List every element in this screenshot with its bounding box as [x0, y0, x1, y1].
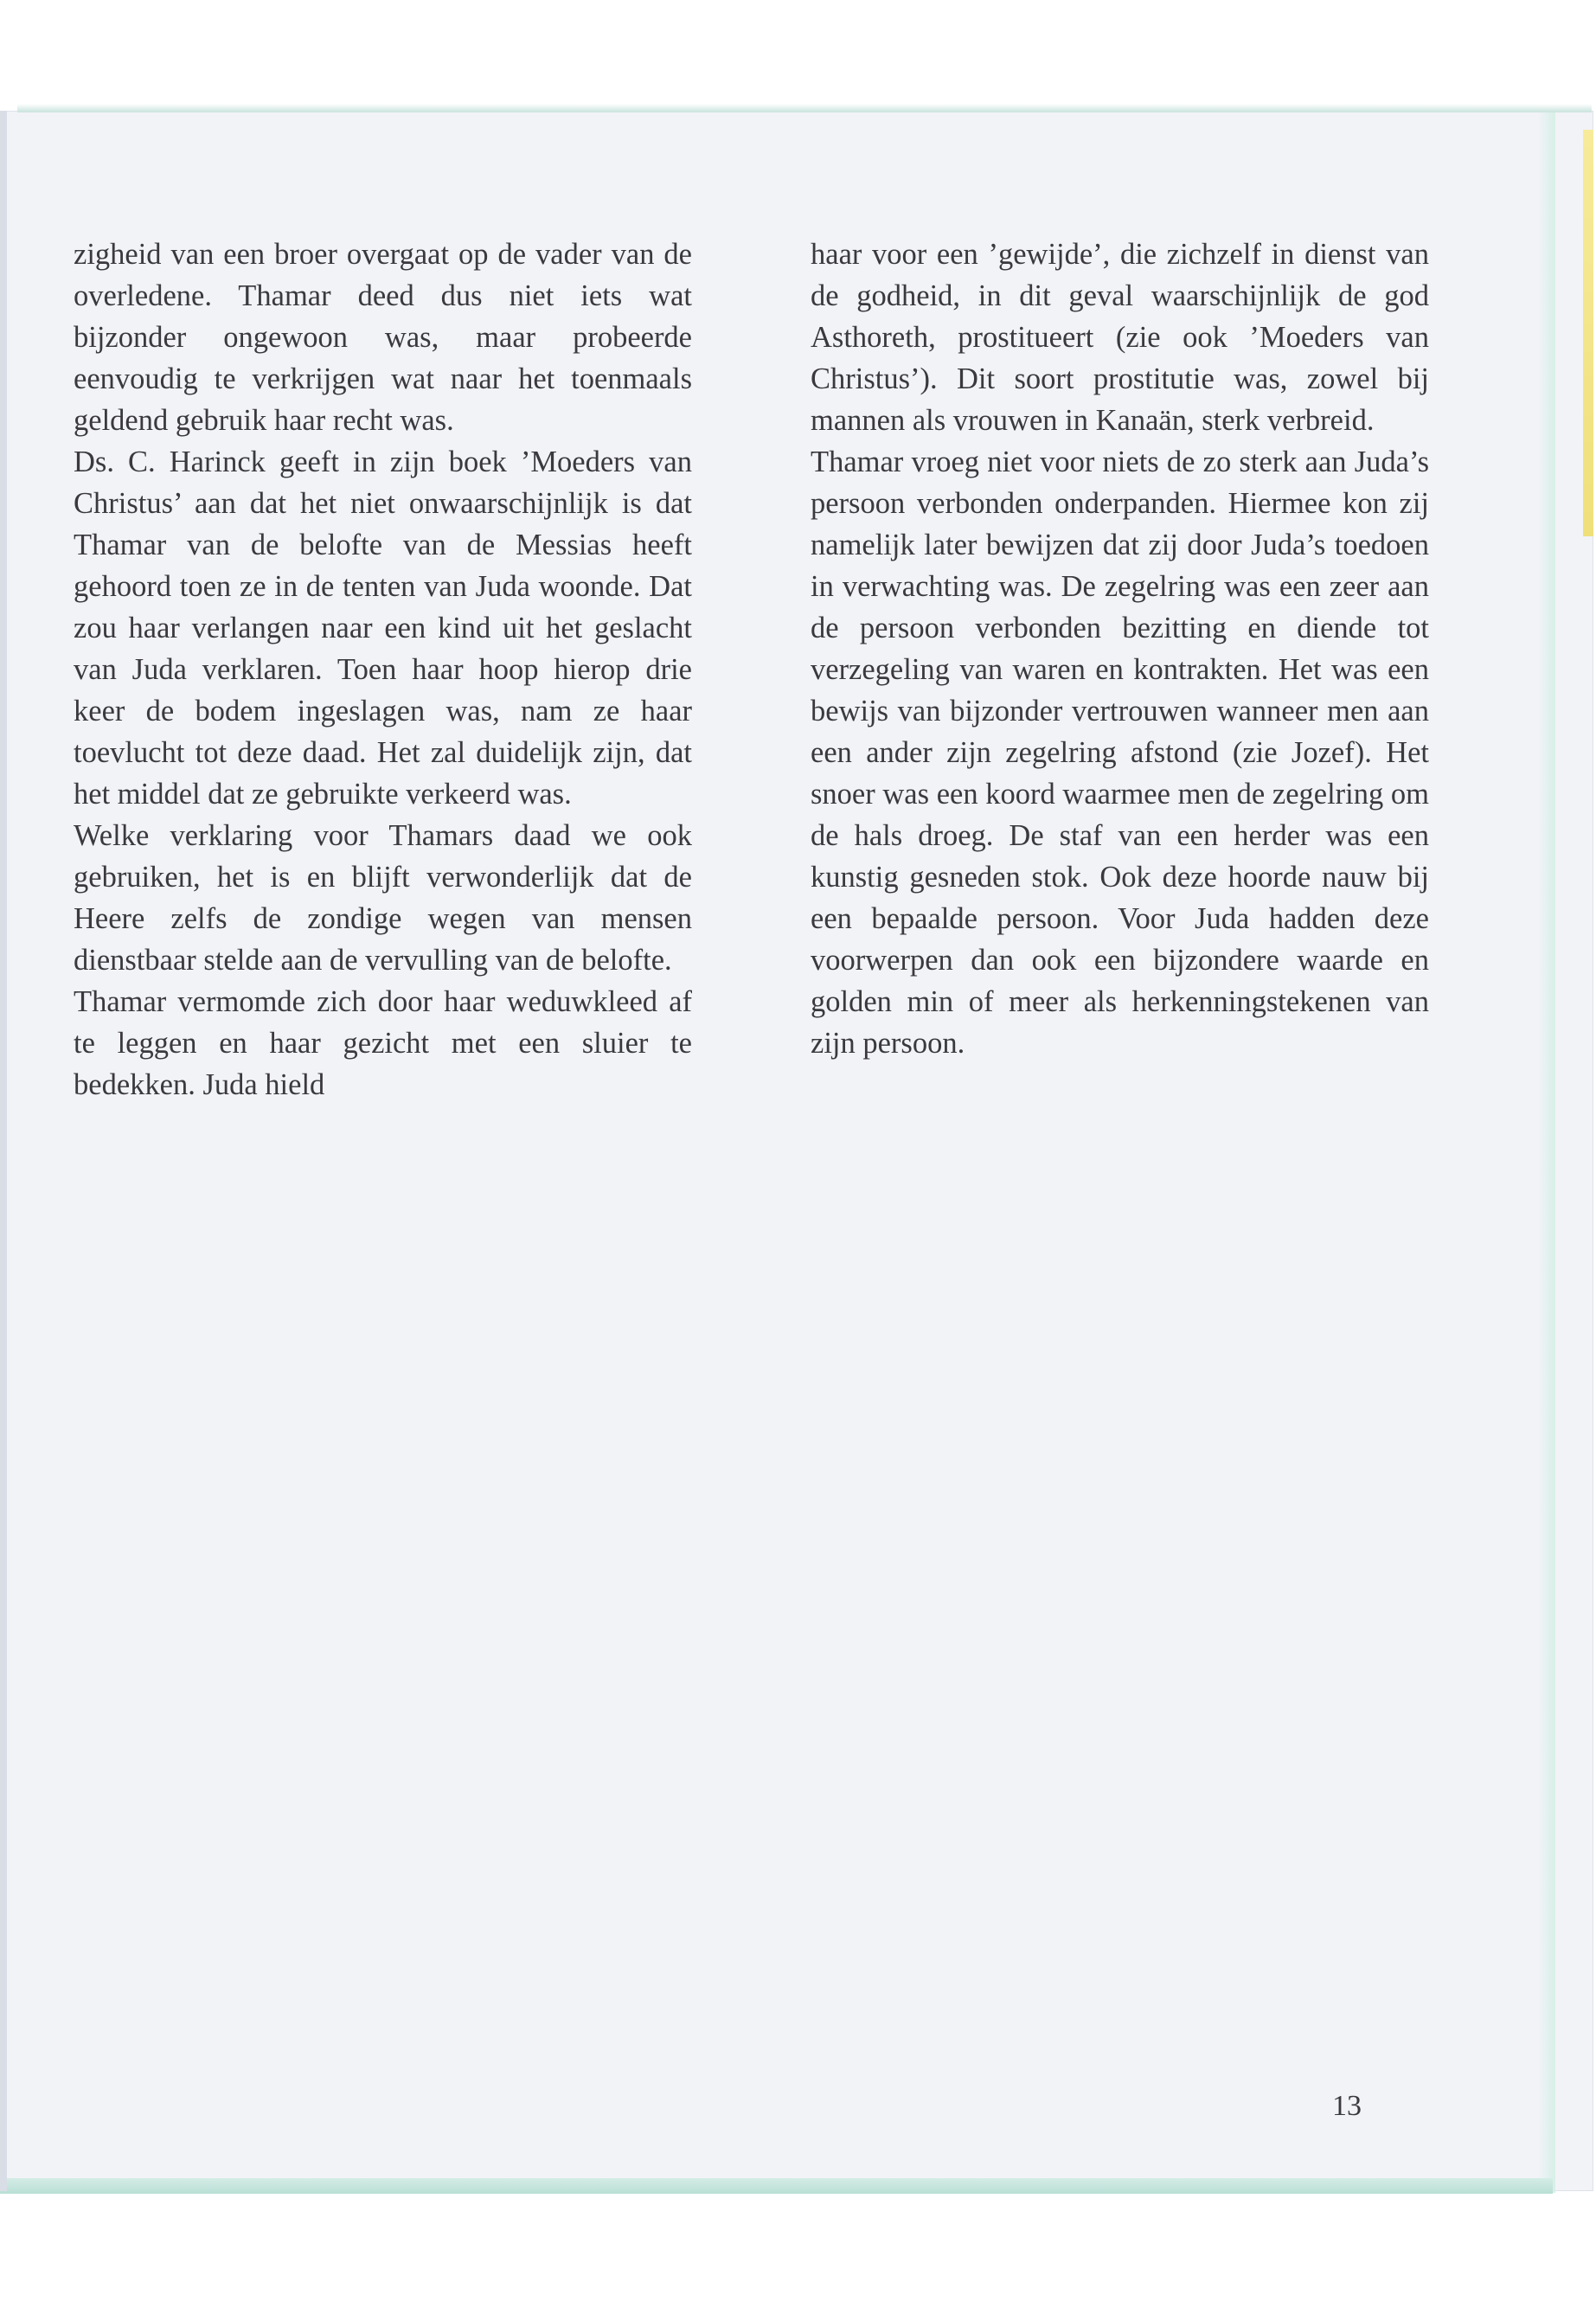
page-left-edge: [0, 111, 7, 2191]
left-paragraph: Thamar vermomde zich door haar weduwkleed af te leggen en haar gezicht met een sluier te bedekken. Juda hield: [74, 985, 692, 1101]
page-number: 13: [1332, 2090, 1362, 2122]
page-top-edge: [17, 104, 1592, 112]
left-paragraph: zigheid van een broer overgaat op de vader van de overledene. Thamar deed dus niet iets wat bijzonder ongewoon was, maar probeerde eenvoudig te verkrijgen wat naar het toenmaals geldend gebruik haar recht was.: [74, 238, 692, 437]
right-paragraph: Thamar vroeg niet voor niets de zo sterk aan Juda’s persoon verbonden onderpanden. Hiermee kon zij namelijk later bewijzen dat zij door Juda’s toedoen in verwachting was. De zegelring was een zeer aan de persoon verbonden bezitting en diende tot verzegeling van waren en kontrakten. Het was een bewijs van bijzonder vertrouwen wanneer men aan een ander zijn zegelring afstond (zie Jozef). Het snoer was een koord waarmee men de zegelring om de hals droeg. De staf van een herder was een kunstig gesneden stok. Ook deze hoorde nauw bij een bepaalde persoon. Voor Juda hadden deze voorwerpen dan ook een bijzondere waarde en golden min of meer als herkenningstekenen van zijn persoon.: [811, 445, 1429, 1060]
left-paragraph: Welke verklaring voor Thamars daad we ook gebruiken, het is en blijft verwonderlijk dat de Heere zelfs de zondige wegen van mensen dienstbaar stelde aan de vervulling van de belofte.: [74, 819, 692, 977]
yellow-cover-edge: [1583, 130, 1593, 536]
page-right-edge: [1538, 112, 1555, 2193]
right-paragraph: haar voor een ’gewijde’, die zichzelf in dienst van de godheid, in dit geval waarschijnlijk de god Asthoreth, prostitueert (zie ook ’Moeders van Christus’). Dit soort prostitutie was, zowel bij mannen als vrouwen in Kanaän, sterk verbreid.: [811, 238, 1429, 437]
right-text-column: [811, 234, 1429, 1064]
left-text-column: [74, 234, 692, 1106]
left-paragraph: Ds. C. Harinck geeft in zijn boek ’Moeders van Christus’ aan dat het niet onwaarschijnlijk is dat Thamar van de belofte van de Messias heeft gehoord toen ze in de tenten van Juda woonde. Dat zou haar verlangen naar een kind uit het geslacht van Juda verklaren. Toen haar hoop hierop drie keer de bodem ingeslagen was, nam ze haar toevlucht tot deze daad. Het zal duidelijk zijn, dat het middel dat ze gebruikte verkeerd was.: [74, 445, 692, 811]
page-bottom-edge: [0, 2178, 1553, 2194]
